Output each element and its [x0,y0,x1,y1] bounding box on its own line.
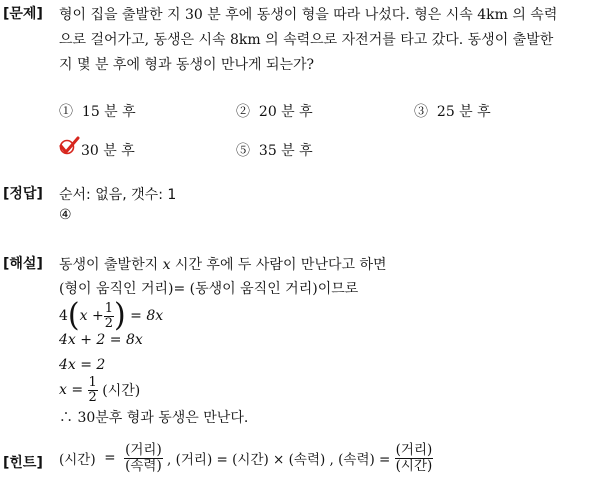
right-paren-icon: ) [114,297,126,334]
eq4-numerator: 1 [88,374,97,390]
choice-3-text: 25 분 후 [436,104,491,120]
choice-1-text: 15 분 후 [81,104,136,120]
hint-fraction-1 [124,443,163,472]
problem-line-2: 으로 걸어가고, 동생은 시속 8km 의 속력으로 자전거를 타고 갔다. 동생이 출발한 [59,32,554,48]
equation-4 [59,373,140,407]
hint-f2-numerator: (거리) [395,442,433,459]
eq1-x: x + [79,308,104,324]
hint-fraction-2 [395,443,434,472]
choice-4-text[interactable]: 30 분 후 [81,143,135,159]
check-icon [58,136,80,156]
hint-time: (시간) [59,452,96,468]
hint-f1-numerator: (거리) [125,442,162,459]
eq4-denominator: 2 [88,389,97,405]
eq1-coef: 4 [59,308,68,324]
hint-label: [힌트] [3,455,43,471]
solution-conclusion: ∴ 30분후 형과 동생은 만난다. [59,410,249,426]
eq1-numerator: 1 [104,300,113,316]
equation-2: 4x + 2 = 8x [59,332,143,348]
solution-line-1 [59,254,387,274]
choice-5-text: 35 분 후 [258,143,313,159]
solution-line-1-pre: 동생이 출발한지 [59,257,163,273]
eq1-denominator: 2 [104,315,113,331]
eq1-fraction [104,302,114,330]
choice-1-mark: ① [59,104,73,120]
solution-label: [해설] [3,256,43,272]
choice-5[interactable] [236,140,313,160]
eq1-rhs: = 8x [130,308,164,324]
solution-line-2: (형이 움직인 거리)= (동생이 움직인 거리)이므로 [59,281,359,297]
hint-formula [59,438,433,478]
eq4-unit: (시간) [102,383,141,399]
choice-3[interactable] [414,101,491,121]
choice-2[interactable] [236,101,313,121]
hint-equals: = [104,450,116,466]
problem-line-3: 지 몇 분 후에 형과 동생이 만나게 되는가? [59,57,315,73]
answer-meta: 순서: 없음, 갯수: 1 [59,187,177,203]
eq4-fraction [88,376,98,404]
eq4-lhs: x = [59,382,84,398]
choice-5-mark: ⑤ [236,143,250,159]
solution-var-x: x [162,257,171,273]
problem-label: [문제] [3,6,43,22]
hint-f2-denominator: (시간) [395,457,433,474]
hint-f1-denominator: (속력) [125,457,162,474]
choice-2-mark: ② [236,104,250,120]
answer-label: [정답] [3,186,43,202]
left-paren-icon: ( [67,297,80,334]
choice-3-mark: ③ [414,104,428,120]
equation-3: 4x = 2 [59,357,106,373]
solution-line-1-post: 시간 후에 두 사람이 만난다고 하면 [170,257,387,273]
hint-middle: , (거리) = (시간) × (속력) , (속력) = [167,452,391,468]
answer-value: ④ [59,207,72,223]
choice-2-text: 20 분 후 [258,104,313,120]
problem-line-1: 형이 집을 출발한 지 30 분 후에 동생이 형을 따라 나섰다. 형은 시속 4km 의 속력 [59,7,558,23]
equation-1 [59,298,163,334]
choice-1[interactable] [59,101,136,121]
